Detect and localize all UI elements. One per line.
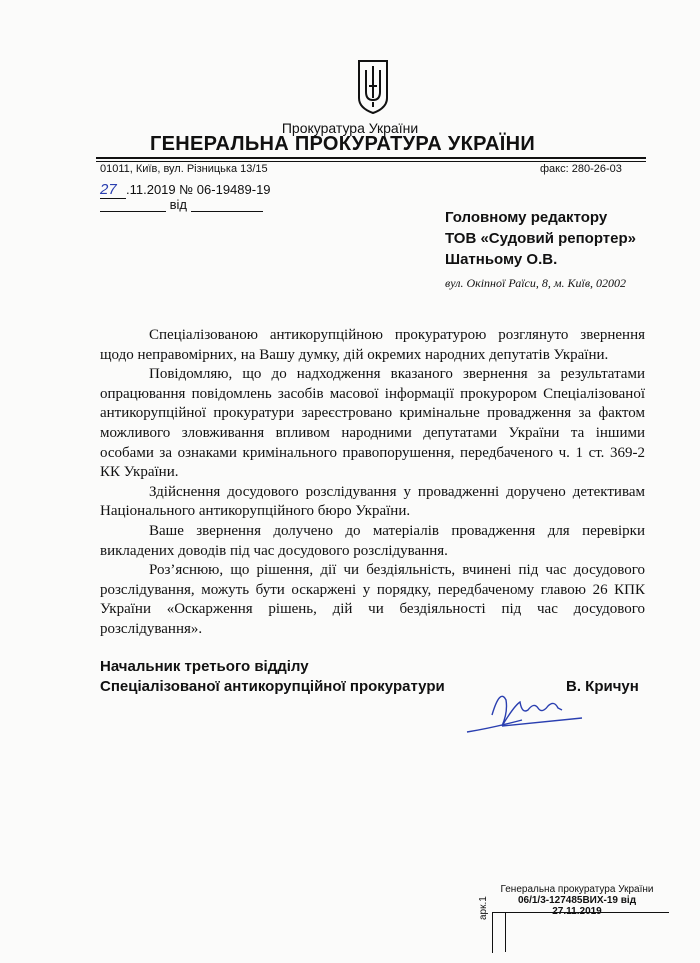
paragraph: Спеціалізованою антикорупційною прокуратурою розглянуто звернення щодо неправомірних, на Вашу думку, дій окремих народних депутатів України. xyxy=(100,327,645,363)
blank-number xyxy=(100,199,166,212)
org-subtitle: Прокуратура України xyxy=(281,120,419,136)
paragraph: Здійснення досудового розслідування у провадженні доручено детективам Національного антикорупційного бюро України. xyxy=(100,483,645,520)
handwritten-day: 27 xyxy=(100,181,126,199)
letter-body xyxy=(100,326,645,640)
org-title: ГЕНЕРАЛЬНА ПРОКУРАТУРА УКРАЇНИ xyxy=(150,133,536,155)
paragraph: Повідомляю, що до надходження вказаного звернення за результатами опрацювання повідомлень засобів масової інформації прокурором Спеціалізованої антикорупційної прокуратури зареєстровано кримінальне провадження за фактом можливого зловживання впливом народними депутатами України та іншими особами за ознаками кримінального правопорушення, передбаченого ч. 1 ст. 369-2 КК України. xyxy=(100,366,645,481)
stamp-org: Генеральна прокуратура України xyxy=(500,884,654,895)
signer-position-2: Спеціалізованої антикорупційної прокуратури xyxy=(100,678,445,695)
org-fax: факс: 280-26-03 xyxy=(540,163,622,175)
outgoing-date-number: .11.2019 № 06-19489-19 xyxy=(126,182,271,197)
signer-name: В. Кричун xyxy=(566,678,639,695)
header-rule-thin xyxy=(96,161,646,162)
org-address: 01011, Київ, вул. Різницька 13/15 xyxy=(100,163,268,175)
trident-emblem-icon xyxy=(356,58,390,114)
from-label: від xyxy=(169,197,188,212)
header-rule xyxy=(96,157,646,159)
sheet-label: арк.1 xyxy=(478,896,489,920)
stamp-date: 27.11.2019 xyxy=(552,906,602,917)
recipient-line-1: Головному редактору xyxy=(445,209,608,226)
incoming-ref-line xyxy=(100,197,263,212)
recipient-address: вул. Окіпної Раїси, 8, м. Київ, 02002 xyxy=(445,276,627,290)
blank-date xyxy=(191,199,263,212)
paragraph: Роз’яснюю, що рішення, дії чи бездіяльність, вчинені під час досудового розслідування, можуть бути оскаржені у порядку, передбаченому главою 26 КПК України «Оскарження рішень, дій чи бездіяльності під час досудового розслідування». xyxy=(100,562,645,637)
stamp-divider xyxy=(505,912,506,952)
recipient-line-3: Шатньому О.В. xyxy=(445,251,558,268)
paragraph: Ваше звернення долучено до матеріалів провадження для перевірки викладених доводів під час досудового розслідування. xyxy=(100,522,645,559)
stamp-reg-number: 06/1/3-127485ВИХ-19 від xyxy=(517,895,637,906)
stamp-box xyxy=(492,912,669,953)
recipient-line-2: ТОВ «Судовий репортер» xyxy=(445,230,637,247)
signer-position-1: Начальник третього відділу xyxy=(100,658,309,675)
